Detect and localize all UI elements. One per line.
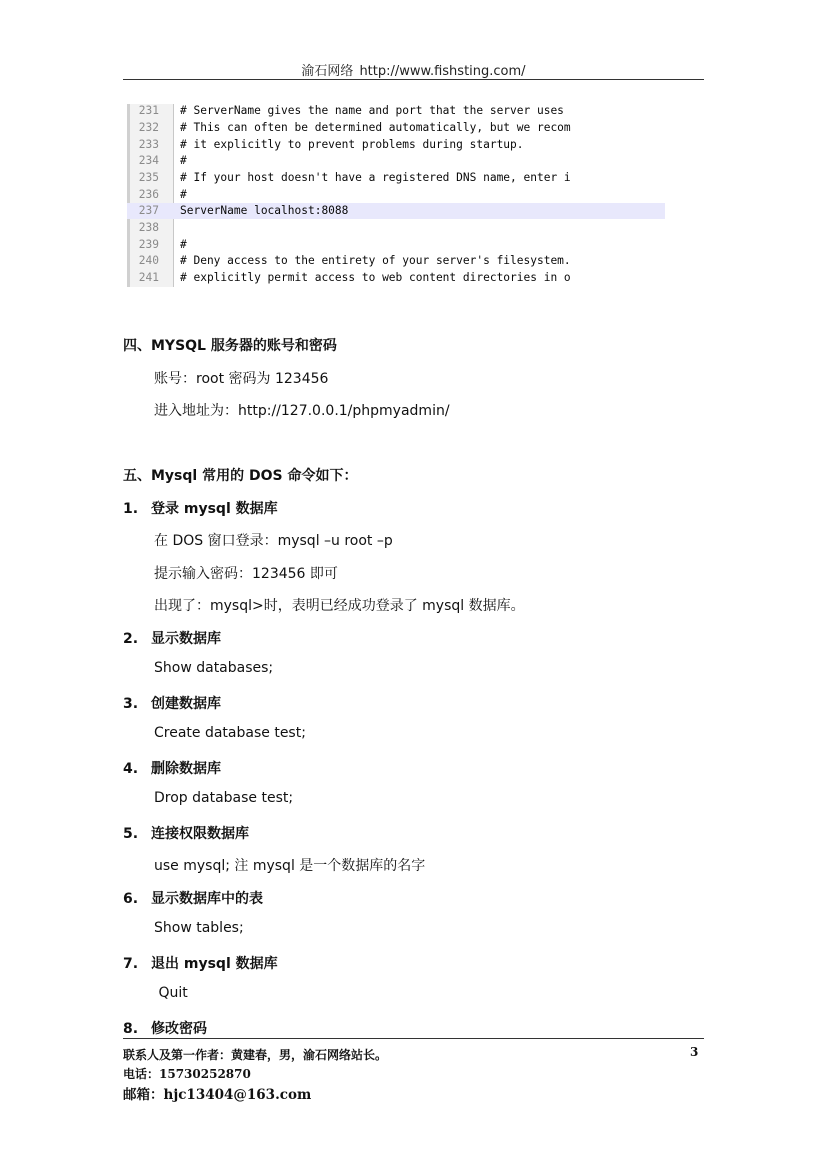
line-number: 237 — [138, 204, 159, 217]
line-number: 233 — [138, 138, 159, 151]
code-line — [127, 220, 665, 236]
list-item-title: 连接权限数据库 — [151, 826, 249, 842]
list-item-heading — [123, 628, 221, 648]
section-4-title: 四、MYSQL 服务器的账号和密码 — [123, 338, 337, 354]
footer-contact: 联系人及第一作者：黄建春，男，渝石网络站长。 — [123, 1048, 388, 1062]
line-number: 236 — [138, 188, 159, 201]
list-item-text: Show tables; — [154, 920, 244, 936]
list-item-text: Show databases; — [154, 660, 274, 676]
list-item-heading — [123, 953, 278, 973]
line-number: 240 — [138, 254, 159, 267]
list-item-text: use mysql; 注 mysql 是一个数据库的名字 — [154, 858, 426, 874]
code-line-highlighted — [127, 203, 665, 219]
list-item-title: 登录 mysql 数据库 — [151, 501, 278, 517]
section-5-title: 五、Mysql 常用的 DOS 命令如下： — [123, 468, 358, 484]
code-line — [127, 137, 665, 153]
line-text: # explicitly permit access to web content directories in o — [180, 271, 571, 284]
line-number: 241 — [138, 271, 159, 284]
line-number: 234 — [138, 154, 159, 167]
line-text: # Deny access to the entirety of your server's filesystem. — [180, 254, 571, 267]
list-item-number: 8. — [123, 1021, 139, 1037]
account-password-text: 账号：root 密码为 123456 — [154, 371, 329, 387]
phpmyadmin-address-text: 进入地址为：http://127.0.0.1/phpmyadmin/ — [154, 403, 450, 419]
list-item-text: 提示输入密码：123456 即可 — [154, 566, 338, 582]
footer-phone: 电话：15730252870 — [123, 1067, 251, 1081]
list-item-number: 1. — [123, 501, 139, 517]
list-item-number: 2. — [123, 631, 139, 647]
footer-email[interactable]: 邮箱：hjc13404@163.com — [123, 1087, 312, 1103]
list-item-title: 显示数据库中的表 — [151, 891, 263, 907]
header-site-name: 渝石网络 — [301, 64, 354, 79]
list-item-number: 3. — [123, 696, 139, 712]
list-item-heading — [123, 758, 221, 778]
list-item-heading — [123, 888, 263, 908]
list-item-text: 在 DOS 窗口登录：mysql –u root –p — [154, 533, 393, 549]
list-item-number: 7. — [123, 956, 139, 972]
list-item-heading — [123, 1018, 207, 1038]
header-url[interactable]: http://www.fishsting.com/ — [359, 64, 526, 79]
list-item-title: 创建数据库 — [151, 696, 221, 712]
code-line — [127, 187, 665, 203]
line-text: # it explicitly to prevent problems during startup. — [180, 138, 524, 151]
list-item-title: 修改密码 — [151, 1021, 207, 1037]
list-item-heading — [123, 498, 278, 518]
list-item-number: 6. — [123, 891, 139, 907]
code-line — [127, 153, 665, 169]
list-item-number: 5. — [123, 826, 139, 842]
header-text — [0, 60, 827, 79]
code-screenshot — [127, 104, 665, 287]
line-text: # — [180, 154, 187, 167]
list-item-number: 4. — [123, 761, 139, 777]
list-item-heading — [123, 693, 221, 713]
list-item-text: Create database test; — [154, 725, 306, 741]
line-text: ServerName localhost:8088 — [180, 204, 349, 217]
line-text: # ServerName gives the name and port that the server uses — [180, 104, 564, 117]
code-line — [127, 253, 665, 269]
code-line — [127, 120, 665, 136]
line-number: 239 — [138, 238, 159, 251]
list-item-text: Drop database test; — [154, 790, 294, 806]
list-item-text: Quit — [154, 985, 188, 1001]
line-number: 232 — [138, 121, 159, 134]
list-item-title: 显示数据库 — [151, 631, 221, 647]
list-item-heading — [123, 823, 249, 843]
list-item-title: 删除数据库 — [151, 761, 221, 777]
code-line — [127, 237, 665, 253]
footer-divider — [123, 1038, 704, 1039]
line-text: # If your host doesn't have a registered DNS name, enter i — [180, 171, 571, 184]
line-number: 235 — [138, 171, 159, 184]
code-line — [127, 104, 665, 119]
line-number: 231 — [138, 104, 159, 117]
page-number: 3 — [690, 1045, 699, 1059]
header-divider — [123, 79, 704, 80]
code-line — [127, 270, 665, 286]
line-number: 238 — [138, 221, 159, 234]
line-text: # — [180, 238, 187, 251]
list-item-title: 退出 mysql 数据库 — [151, 956, 278, 972]
line-text: # This can often be determined automatically, but we recom — [180, 121, 571, 134]
list-item-text: 出现了：mysql>时，表明已经成功登录了 mysql 数据库。 — [154, 598, 525, 614]
code-line — [127, 170, 665, 186]
line-text: # — [180, 188, 187, 201]
